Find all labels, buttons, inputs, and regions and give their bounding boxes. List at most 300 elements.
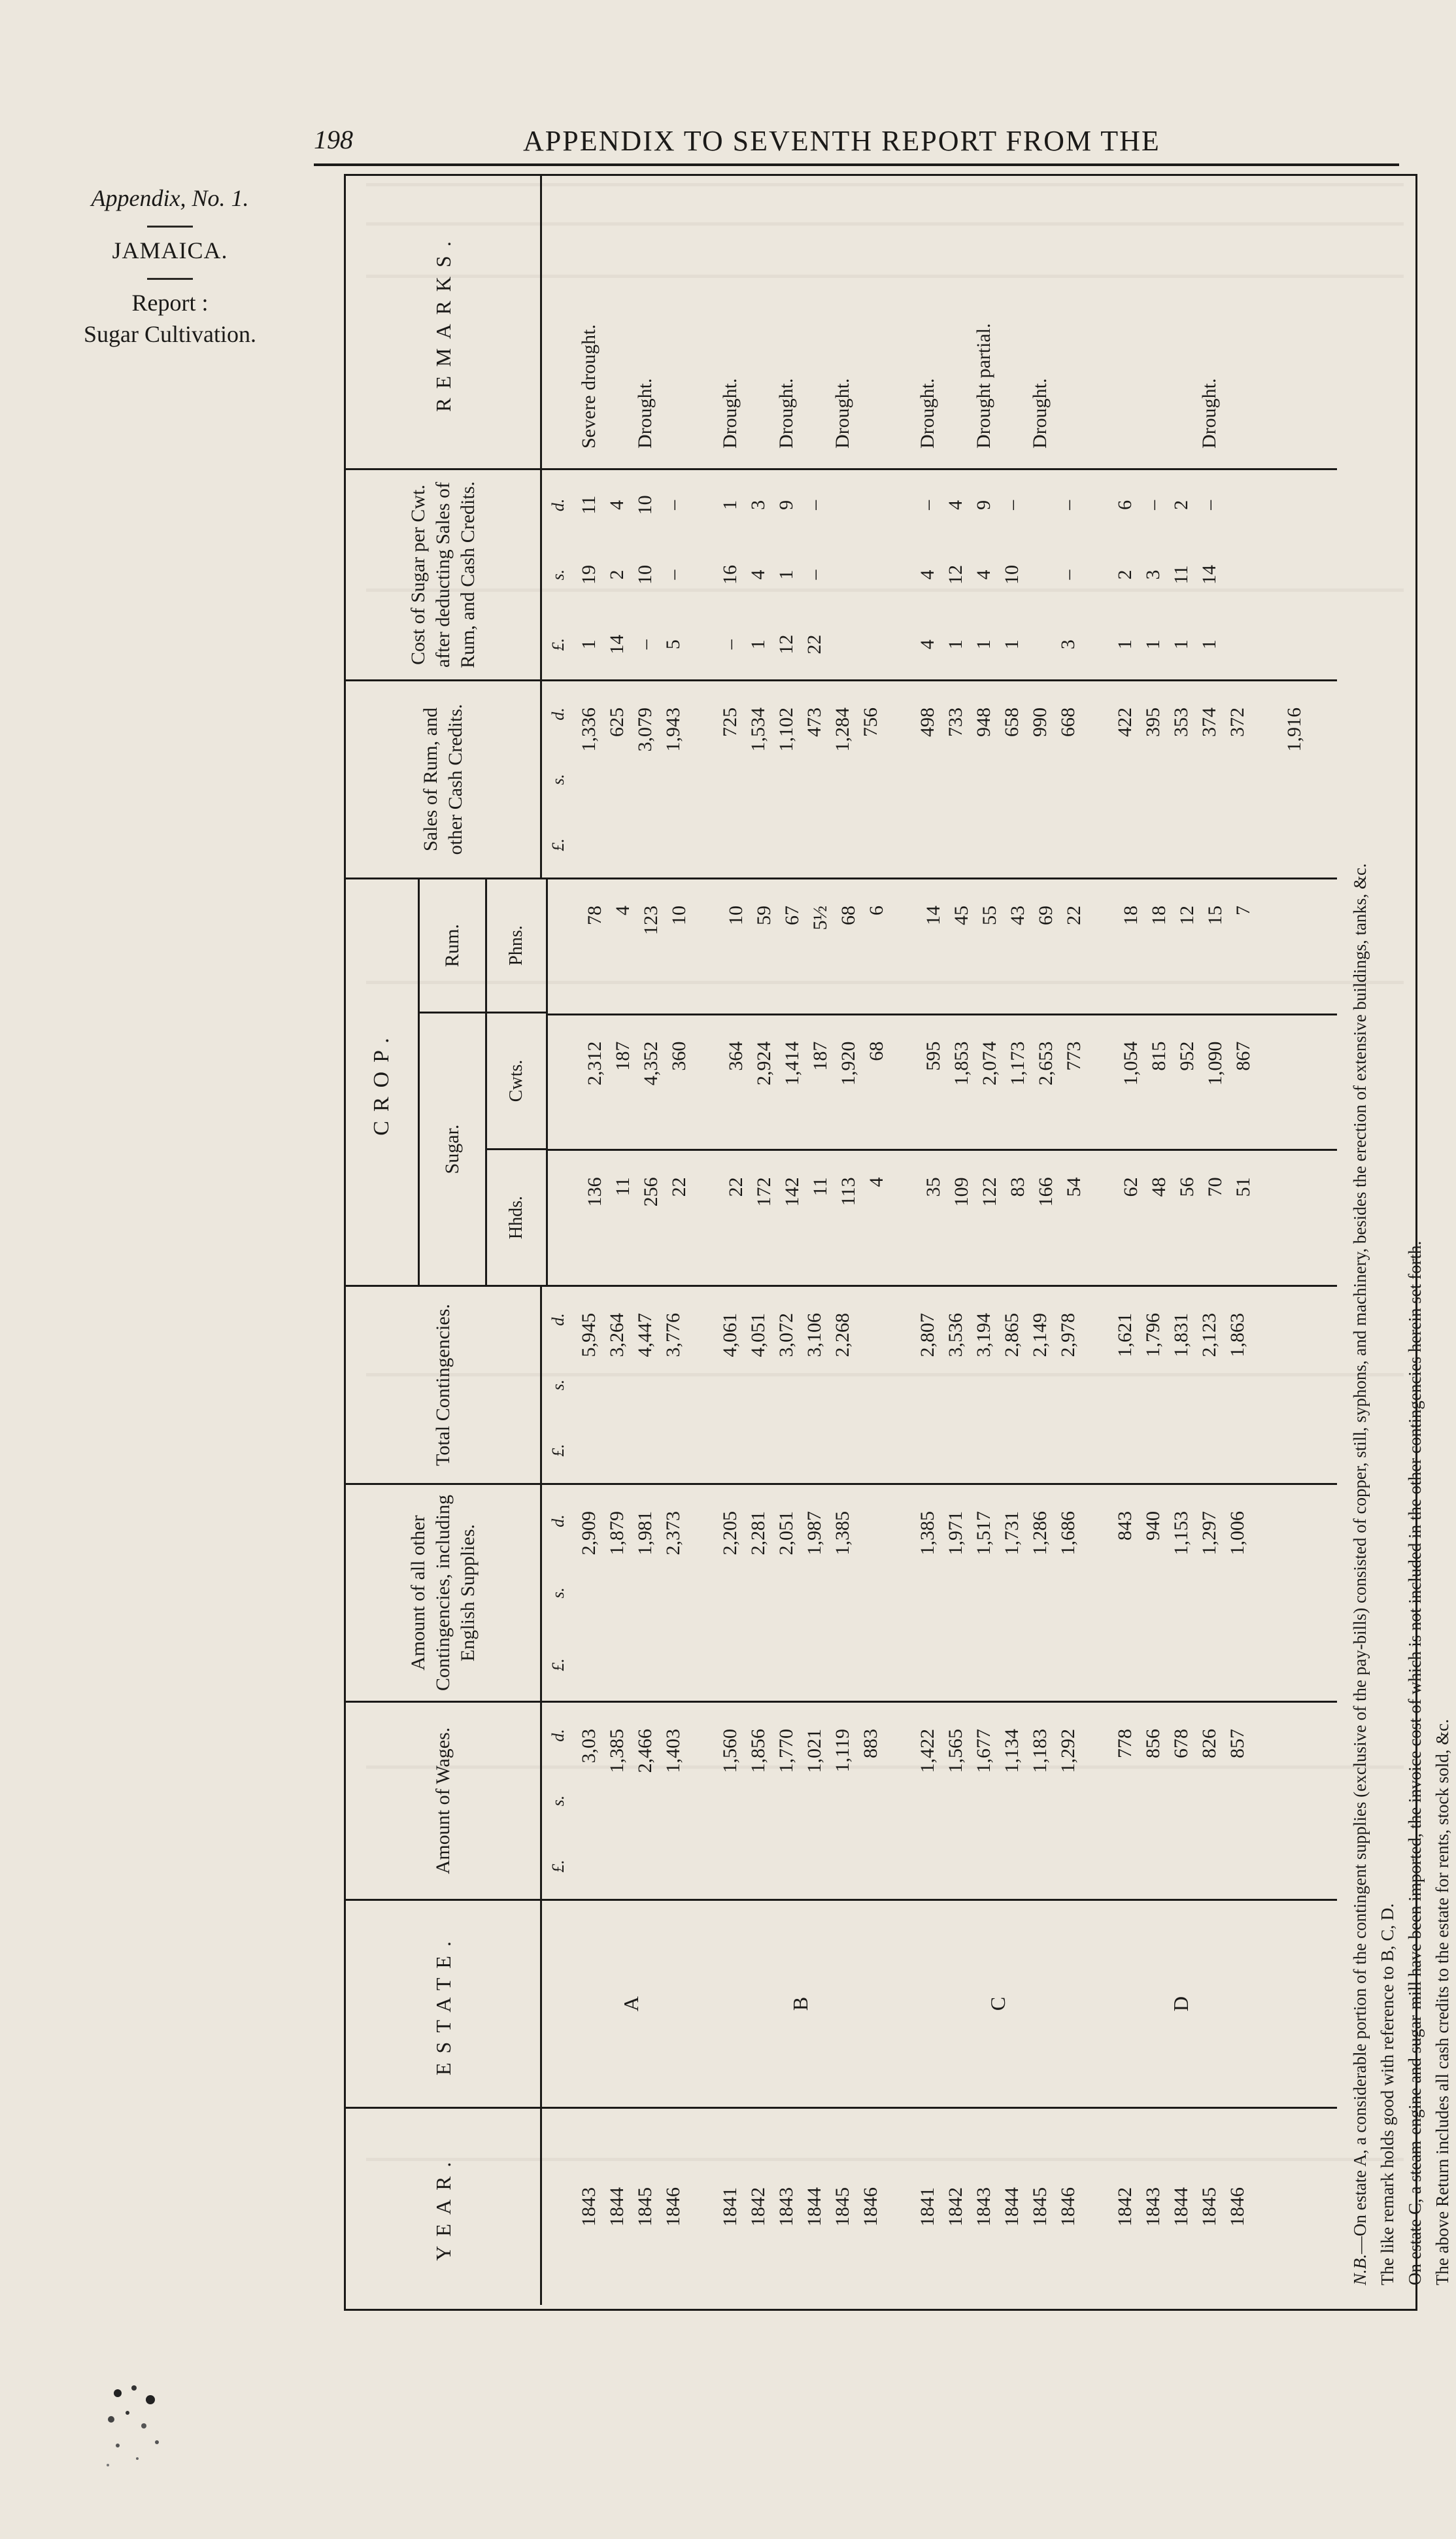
cwts-cell: 1,414 <box>781 1041 803 1086</box>
year-cell: 1845 <box>634 2187 656 2226</box>
cwts-column <box>548 1014 1337 1150</box>
year-cell: 1845 <box>831 2187 853 2226</box>
cost-pounds: 12 <box>775 634 797 655</box>
sugar-header: Sugar. <box>420 1012 485 1285</box>
phns-cell: 69 <box>1034 905 1057 925</box>
year-cell: 1846 <box>859 2187 881 2226</box>
phns-cell: 67 <box>781 905 803 925</box>
cost-pounds: 4 <box>916 639 938 650</box>
ink-smudge-icon <box>98 2380 170 2478</box>
note-text: The like remark holds good with reference to B, C, D. <box>1378 1903 1397 2285</box>
wages-cell: 1,403 <box>662 1729 684 1773</box>
year-cell: 1841 <box>916 2187 938 2226</box>
cost-shillings: – <box>1057 570 1079 580</box>
remark-cell <box>941 176 970 468</box>
cost-cell <box>575 470 603 679</box>
hhds-cell: 11 <box>611 1177 634 1197</box>
header-rule <box>314 163 1399 166</box>
phns-cell: 22 <box>1062 905 1085 925</box>
remark-cell: Drought. <box>1198 378 1220 449</box>
remark-cell: Drought. <box>1028 378 1051 449</box>
wages-cell: 1,385 <box>605 1729 628 1773</box>
sales-cell: 395 <box>1142 707 1164 737</box>
page-number: 198 <box>314 125 353 154</box>
sidebar-report: Report : <box>131 290 209 316</box>
year-cell: 1844 <box>605 2187 628 2226</box>
phns-cell: 68 <box>837 905 859 925</box>
total-cell: 4,061 <box>719 1313 741 1357</box>
hhds-cell: 83 <box>1006 1177 1028 1197</box>
phns-cell: 12 <box>1176 905 1198 925</box>
year-header: YEAR. <box>346 2109 542 2305</box>
cost-pounds: 3 <box>1057 639 1079 650</box>
hhds-cell: 172 <box>753 1177 775 1207</box>
contingencies-cell: 2,281 <box>747 1511 769 1556</box>
sales-cell: 733 <box>944 707 966 737</box>
phns-cell: 78 <box>583 905 605 925</box>
sales-cell: 422 <box>1113 707 1136 737</box>
phns-cell: 18 <box>1119 905 1142 925</box>
cost-shillings: 4 <box>747 570 769 580</box>
note-line <box>1374 190 1401 2285</box>
cost-pounds: 1 <box>1142 639 1164 650</box>
phns-cell: 14 <box>922 905 944 925</box>
cwts-cell: 2,653 <box>1034 1041 1057 1086</box>
wages-cell: 1,565 <box>944 1729 966 1773</box>
wages-cell: 1,183 <box>1028 1729 1051 1773</box>
cost-pounds: 1 <box>1170 639 1192 650</box>
phns-cell: 55 <box>978 905 1000 925</box>
pound-unit: £. <box>549 638 567 651</box>
contingencies-cell: 940 <box>1142 1511 1164 1541</box>
cost-shillings: 11 <box>1170 565 1192 585</box>
sales-cell: 668 <box>1057 707 1079 737</box>
cwts-cell: 1,173 <box>1006 1041 1028 1086</box>
wages-cell: 826 <box>1198 1729 1220 1758</box>
remark-cell <box>1167 176 1195 468</box>
cost-pence: – <box>1198 500 1220 510</box>
contingencies-cell: 1,971 <box>944 1511 966 1556</box>
remark-cell <box>744 176 772 468</box>
cost-cell <box>941 470 970 679</box>
contingencies-cell: 2,051 <box>775 1511 797 1556</box>
remark-cell <box>800 176 828 468</box>
pence-unit: d. <box>549 707 567 721</box>
cost-shillings: 10 <box>1000 565 1023 585</box>
sales-cell: 725 <box>719 707 741 737</box>
wages-header: Amount of Wages. <box>346 1703 542 1899</box>
cost-cell <box>772 470 800 679</box>
pence-unit: d. <box>549 498 567 512</box>
year-cell: 1843 <box>775 2187 797 2226</box>
cost-pence: – <box>662 500 684 510</box>
hhds-header: Hhds. <box>487 1148 546 1285</box>
year-cell: 1845 <box>1028 2187 1051 2226</box>
hhds-cell: 35 <box>922 1177 944 1197</box>
wages-cell: 778 <box>1113 1729 1136 1758</box>
cost-cell <box>659 470 687 679</box>
sugar-return-table <box>346 176 1337 2305</box>
shilling-unit: s. <box>549 1795 567 1807</box>
contingencies-cell: 1,385 <box>831 1511 853 1556</box>
cwts-cell: 1,090 <box>1204 1041 1226 1086</box>
total-cell: 1,831 <box>1170 1313 1192 1357</box>
cwts-cell: 815 <box>1147 1041 1170 1071</box>
remark-cell <box>998 176 1026 468</box>
sales-cell: 658 <box>1000 707 1023 737</box>
cwts-cell: 1,920 <box>837 1041 859 1086</box>
note-text: On estate C, a steam-engine and sugar-mill have been imported, the invoice cost of which is not included in the other contingencies herein set forth. <box>1405 1240 1425 2285</box>
total-cell <box>856 1287 885 1483</box>
estate-label-d: D <box>1169 1996 1193 2012</box>
cost-pounds: 14 <box>605 634 628 655</box>
cost-pence: 10 <box>634 495 656 515</box>
total-column <box>346 1285 1337 1483</box>
hhds-cell: 136 <box>583 1177 605 1207</box>
cost-shillings: 16 <box>719 565 741 585</box>
cost-cell <box>998 470 1026 679</box>
total-cell: 4,051 <box>747 1313 769 1357</box>
note-lead: N.B. <box>1350 2253 1370 2285</box>
year-cell: 1846 <box>1057 2187 1079 2226</box>
contingencies-cell: 1,297 <box>1198 1511 1220 1556</box>
remark-cell: Drought. <box>775 378 797 449</box>
sales-cell: 498 <box>916 707 938 737</box>
hhds-cell: 142 <box>781 1177 803 1207</box>
sales-cell: 1,102 <box>775 707 797 752</box>
cwts-cell: 2,312 <box>583 1041 605 1086</box>
contingencies-cell: 843 <box>1113 1511 1136 1541</box>
cost-pence: – <box>916 500 938 510</box>
cwts-cell: 867 <box>1232 1041 1254 1071</box>
total-cell: 3,264 <box>605 1313 628 1357</box>
cost-pounds: 1 <box>1113 639 1136 650</box>
estate-column <box>346 1899 1337 2107</box>
total-cell: 5,945 <box>577 1313 600 1357</box>
total-cell: 2,865 <box>1000 1313 1023 1357</box>
cost-shillings: – <box>803 570 825 580</box>
cost-cell <box>970 470 998 679</box>
wages-cell: 1,119 <box>831 1729 853 1773</box>
cost-shillings: 2 <box>1113 570 1136 580</box>
cost-pounds: 1 <box>944 639 966 650</box>
total-cell: 2,123 <box>1198 1313 1220 1357</box>
contingencies-cell: 2,909 <box>577 1511 600 1556</box>
cost-shillings: 14 <box>1198 565 1220 585</box>
cost-cell <box>1026 470 1054 679</box>
year-column <box>346 2107 1337 2305</box>
wages-cell: 1,677 <box>972 1729 994 1773</box>
remark-cell <box>856 176 885 468</box>
total-header: Total Contingencies. <box>346 1287 542 1483</box>
remark-cell <box>1139 176 1167 468</box>
pound-unit: £. <box>549 1444 567 1457</box>
total-cell: 2,978 <box>1057 1313 1079 1357</box>
remark-cell: Drought. <box>719 378 741 449</box>
year-cell: 1843 <box>577 2187 600 2226</box>
total-cell: 3,536 <box>944 1313 966 1357</box>
year-cell: 1842 <box>1113 2187 1136 2226</box>
crop-header: CROP. <box>346 879 420 1285</box>
remarks-header: REMARKS. <box>346 176 542 468</box>
cost-pence: – <box>1000 500 1023 510</box>
cost-shillings: 2 <box>605 570 628 580</box>
note-line <box>1401 190 1429 2285</box>
cost-pence: 2 <box>1170 500 1192 510</box>
cost-cell <box>1139 470 1167 679</box>
cost-pounds: 1 <box>747 639 769 650</box>
cost-shillings: 19 <box>577 565 600 585</box>
phns-column <box>548 879 1337 1014</box>
phns-cell: 5½ <box>809 905 831 930</box>
pence-unit: d. <box>549 1313 567 1326</box>
total-cell: 1,863 <box>1226 1313 1248 1357</box>
hhds-cell: 11 <box>809 1177 831 1197</box>
estate-label-b: B <box>788 1996 812 2011</box>
remark-cell <box>1054 176 1082 468</box>
wages-cell: 1,560 <box>719 1729 741 1773</box>
cwts-cell: 4,352 <box>639 1041 662 1086</box>
hhds-cell: 48 <box>1147 1177 1170 1197</box>
remark-cell: Severe drought. <box>577 324 600 449</box>
sales-header: Sales of Rum, and other Cash Credits. <box>346 681 542 878</box>
note-line <box>1429 190 1456 2285</box>
wages-cell: 3,03 <box>577 1729 600 1764</box>
total-cell: 2,149 <box>1028 1313 1051 1357</box>
note-text: —On estate A, a considerable portion of the contingent supplies (exclusive of the pay-bills) consisted of copper, still, syphons, and machinery, besides the erection of extensive buildings, tanks, &c. <box>1350 863 1370 2254</box>
cost-cell <box>1111 470 1139 679</box>
phns-cell: 18 <box>1147 905 1170 925</box>
sales-cell: 990 <box>1028 707 1051 737</box>
hhds-cell: 70 <box>1204 1177 1226 1197</box>
running-header: APPENDIX TO SEVENTH REPORT FROM THE <box>523 125 1160 157</box>
hhds-cell: 256 <box>639 1177 662 1207</box>
cost-pence: – <box>803 500 825 510</box>
sales-column <box>346 679 1337 878</box>
cost-cell <box>828 470 856 679</box>
cwts-cell: 364 <box>724 1041 747 1071</box>
cost-header: Cost of Sugar per Cwt. after deducting Sales of Rum, and Cash Credits. <box>346 470 542 679</box>
rum-header: Rum. <box>441 924 463 967</box>
sales-cell: 353 <box>1170 707 1192 737</box>
phns-cell: 7 <box>1232 905 1254 915</box>
pound-unit: £. <box>549 838 567 851</box>
sales-cell: 372 <box>1226 707 1248 737</box>
phns-cell: 43 <box>1006 905 1028 925</box>
cwts-cell: 952 <box>1176 1041 1198 1071</box>
hhds-cell: 54 <box>1062 1177 1085 1197</box>
year-cell: 1842 <box>944 2187 966 2226</box>
contingencies-cell <box>856 1485 885 1701</box>
cost-pounds: 22 <box>803 634 825 655</box>
sidebar-rule <box>147 226 193 228</box>
hhds-cell: 166 <box>1034 1177 1057 1207</box>
cost-cell <box>603 470 631 679</box>
cost-cell <box>716 470 744 679</box>
sales-cell: 473 <box>803 707 825 737</box>
crop-column-group <box>346 878 1337 1285</box>
phns-header: Phns. <box>506 925 526 966</box>
contingencies-cell: 2,373 <box>662 1511 684 1556</box>
cost-shillings: 10 <box>634 565 656 585</box>
cwts-cell: 360 <box>668 1041 690 1071</box>
estate-header: ESTATE. <box>346 1901 542 2107</box>
cwts-cell: 187 <box>809 1041 831 1071</box>
total-cell: 3,106 <box>803 1313 825 1357</box>
remark-cell: Drought. <box>916 378 938 449</box>
estate-label-c: C <box>985 1996 1009 2011</box>
phns-cell: 4 <box>611 905 634 915</box>
cwts-cell: 2,074 <box>978 1041 1000 1086</box>
note-text: The above Return includes all cash credits to the estate for rents, stock sold, &c. <box>1432 1719 1452 2285</box>
sales-cell: 3,079 <box>634 707 656 752</box>
wages-cell: 857 <box>1226 1729 1248 1758</box>
cost-cell <box>1223 470 1251 679</box>
wages-cell: 1,021 <box>803 1729 825 1773</box>
cost-pounds: – <box>719 639 741 650</box>
sales-total-cell: 1,916 <box>1283 707 1305 752</box>
cost-pounds: – <box>634 639 656 650</box>
year-cell: 1846 <box>662 2187 684 2226</box>
contingencies-cell: 1,385 <box>916 1511 938 1556</box>
sidebar-country: JAMAICA. <box>112 237 228 264</box>
hhds-cell: 113 <box>837 1177 859 1206</box>
cwts-cell: 187 <box>611 1041 634 1071</box>
hhds-cell: 22 <box>668 1177 690 1197</box>
wages-cell: 1,422 <box>916 1729 938 1773</box>
pound-unit: £. <box>549 1860 567 1873</box>
total-cell: 1,621 <box>1113 1313 1136 1357</box>
hhds-cell: 22 <box>724 1177 747 1197</box>
remark-cell <box>1223 176 1251 468</box>
shilling-unit: s. <box>549 774 567 785</box>
remark-cell: Drought. <box>831 378 853 449</box>
cost-pence: – <box>1142 500 1164 510</box>
hhds-cell: 51 <box>1232 1177 1254 1197</box>
cost-cell <box>856 470 885 679</box>
cost-shillings: 12 <box>944 565 966 585</box>
wages-cell: 1,292 <box>1057 1729 1079 1773</box>
rotated-table-region <box>346 176 1452 2305</box>
year-cell: 1845 <box>1198 2187 1220 2226</box>
wages-column <box>346 1701 1337 1899</box>
total-cell: 2,268 <box>831 1313 853 1357</box>
remark-cell <box>1111 176 1139 468</box>
contingencies-cell: 2,205 <box>719 1511 741 1556</box>
cost-shillings: 3 <box>1142 570 1164 580</box>
phns-cell: 10 <box>668 905 690 925</box>
cost-cell <box>1195 470 1223 679</box>
phns-cell: 15 <box>1204 905 1226 925</box>
sales-cell: 756 <box>859 707 881 737</box>
cost-shillings: 4 <box>972 570 994 580</box>
total-cell: 3,072 <box>775 1313 797 1357</box>
cost-pounds: 5 <box>662 639 684 650</box>
hhds-column <box>548 1149 1337 1285</box>
cwts-header: Cwts. <box>487 1012 546 1148</box>
sales-cell: 1,943 <box>662 707 684 752</box>
total-cell: 3,776 <box>662 1313 684 1357</box>
cost-pence: 9 <box>775 500 797 510</box>
cost-shillings: 4 <box>916 570 938 580</box>
contingencies-cell: 1,006 <box>1226 1511 1248 1556</box>
cwts-cell: 68 <box>865 1041 887 1061</box>
contingencies-cell: 1,153 <box>1170 1511 1192 1556</box>
year-cell: 1846 <box>1226 2187 1248 2226</box>
contingencies-cell: 1,286 <box>1028 1511 1051 1556</box>
contingencies-cell: 1,517 <box>972 1511 994 1556</box>
sales-cell: 1,284 <box>831 707 853 752</box>
phns-cell: 59 <box>753 905 775 925</box>
cost-pence: 9 <box>972 500 994 510</box>
year-cell: 1843 <box>1142 2187 1164 2226</box>
wages-cell: 1,770 <box>775 1729 797 1773</box>
remark-cell: Drought partial. <box>972 323 994 449</box>
phns-cell: 123 <box>639 905 662 935</box>
total-cell: 4,447 <box>634 1313 656 1357</box>
cost-cell <box>744 470 772 679</box>
wages-cell: 883 <box>859 1729 881 1758</box>
wages-cell: 2,466 <box>634 1729 656 1773</box>
total-cell: 3,194 <box>972 1313 994 1357</box>
contingencies-cell: 1,879 <box>605 1511 628 1556</box>
remark-cell <box>603 176 631 468</box>
pence-unit: d. <box>549 1514 567 1527</box>
year-cell: 1844 <box>1170 2187 1192 2226</box>
remarks-column <box>346 176 1337 468</box>
cwts-cell: 773 <box>1062 1041 1085 1071</box>
shilling-unit: s. <box>549 569 567 581</box>
table-notes <box>1337 176 1456 2305</box>
cost-pence: 3 <box>747 500 769 510</box>
contingencies-cell: 1,731 <box>1000 1511 1023 1556</box>
hhds-cell: 4 <box>865 1177 887 1187</box>
year-cell: 1844 <box>803 2187 825 2226</box>
hhds-cell: 62 <box>1119 1177 1142 1197</box>
cwts-cell: 1,054 <box>1119 1041 1142 1086</box>
total-cell: 1,796 <box>1142 1313 1164 1357</box>
cost-pounds: 1 <box>1198 639 1220 650</box>
sidebar-subject: Sugar Cultivation. <box>84 321 256 347</box>
hhds-cell: 122 <box>978 1177 1000 1207</box>
cost-column <box>346 468 1337 679</box>
remark-cell <box>659 176 687 468</box>
cost-pence: 1 <box>719 500 741 510</box>
cost-cell <box>1054 470 1082 679</box>
pound-unit: £. <box>549 1658 567 1671</box>
cwts-cell: 2,924 <box>753 1041 775 1086</box>
wages-cell: 1,134 <box>1000 1729 1023 1773</box>
sales-cell: 948 <box>972 707 994 737</box>
cost-cell <box>1167 470 1195 679</box>
contingencies-cell: 1,987 <box>803 1511 825 1556</box>
contingencies-cell: 1,686 <box>1057 1511 1079 1556</box>
contingencies-cell: 1,981 <box>634 1511 656 1556</box>
pence-unit: d. <box>549 1729 567 1742</box>
shilling-unit: s. <box>549 1587 567 1599</box>
cost-pence: – <box>1057 500 1079 510</box>
shilling-unit: s. <box>549 1379 567 1391</box>
cost-pounds: 1 <box>1000 639 1023 650</box>
cost-pence: 6 <box>1113 500 1136 510</box>
contingencies-column <box>346 1483 1337 1701</box>
year-cell: 1841 <box>719 2187 741 2226</box>
cost-pence: 4 <box>605 500 628 510</box>
wages-cell: 1,856 <box>747 1729 769 1773</box>
cwts-cell: 595 <box>922 1041 944 1071</box>
sales-cell: 625 <box>605 707 628 737</box>
year-cell: 1842 <box>747 2187 769 2226</box>
